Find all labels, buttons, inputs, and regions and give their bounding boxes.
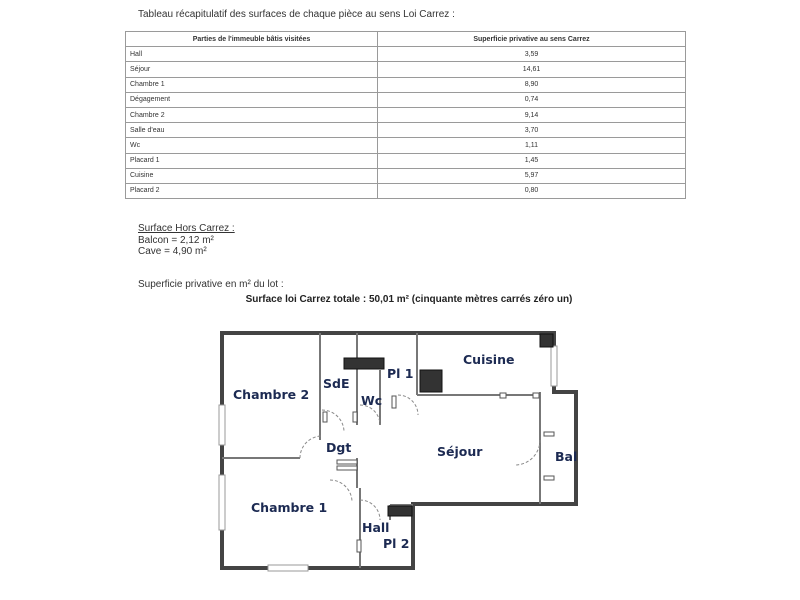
label-cuisine: Cuisine xyxy=(463,352,515,367)
balcon-area: Balcon = 2,12 m² xyxy=(138,234,214,246)
room-name: Placard 1 xyxy=(126,153,378,168)
room-name: Wc xyxy=(126,138,378,153)
label-placard-2: Pl 2 xyxy=(383,536,410,551)
room-name: Salle d'eau xyxy=(126,123,378,138)
room-area: 9,14 xyxy=(378,107,686,122)
column-header-room: Parties de l'immeuble bâtis visitées xyxy=(126,32,378,47)
room-area: 0,74 xyxy=(378,92,686,107)
room-area: 14,61 xyxy=(378,62,686,77)
fixtures xyxy=(344,334,553,516)
label-chambre-1: Chambre 1 xyxy=(251,500,328,515)
intro-text: Tableau récapitulatif des surfaces de chaque pièce au sens Loi Carrez : xyxy=(138,9,455,20)
room-area: 3,59 xyxy=(378,47,686,62)
cave-area: Cave = 4,90 m² xyxy=(138,246,207,257)
room-labels xyxy=(233,352,577,551)
room-area: 1,11 xyxy=(378,138,686,153)
label-sejour: Séjour xyxy=(437,444,483,459)
superficie-lot-text: Superficie privative en m² du lot : xyxy=(138,279,284,290)
room-name: Hall xyxy=(126,47,378,62)
label-sde: SdE xyxy=(323,376,350,391)
label-dgt: Dgt xyxy=(326,440,352,455)
label-wc: Wc xyxy=(361,393,383,408)
room-area: 1,45 xyxy=(378,153,686,168)
room-name: Cuisine xyxy=(126,168,378,183)
total-surface: Surface loi Carrez totale : 50,01 m² (cinquante mètres carrés zéro un) xyxy=(245,294,573,305)
room-area: 0,80 xyxy=(378,183,686,198)
label-balcon: Bal xyxy=(555,449,578,464)
room-area: 5,97 xyxy=(378,168,686,183)
room-name: Dégagement xyxy=(126,92,378,107)
room-name: Placard 2 xyxy=(126,183,378,198)
room-area: 3,70 xyxy=(378,123,686,138)
room-name: Séjour xyxy=(126,62,378,77)
room-name: Chambre 1 xyxy=(126,77,378,92)
doors xyxy=(300,395,540,520)
column-header-area: Superficie privative au sens Carrez xyxy=(378,32,686,47)
label-chambre-2: Chambre 2 xyxy=(233,387,310,402)
label-hall: Hall xyxy=(362,520,390,535)
hors-carrez-title: Surface Hors Carrez : xyxy=(138,223,235,234)
room-area: 8,90 xyxy=(378,77,686,92)
label-placard-1: Pl 1 xyxy=(387,366,414,381)
room-name: Chambre 2 xyxy=(126,107,378,122)
